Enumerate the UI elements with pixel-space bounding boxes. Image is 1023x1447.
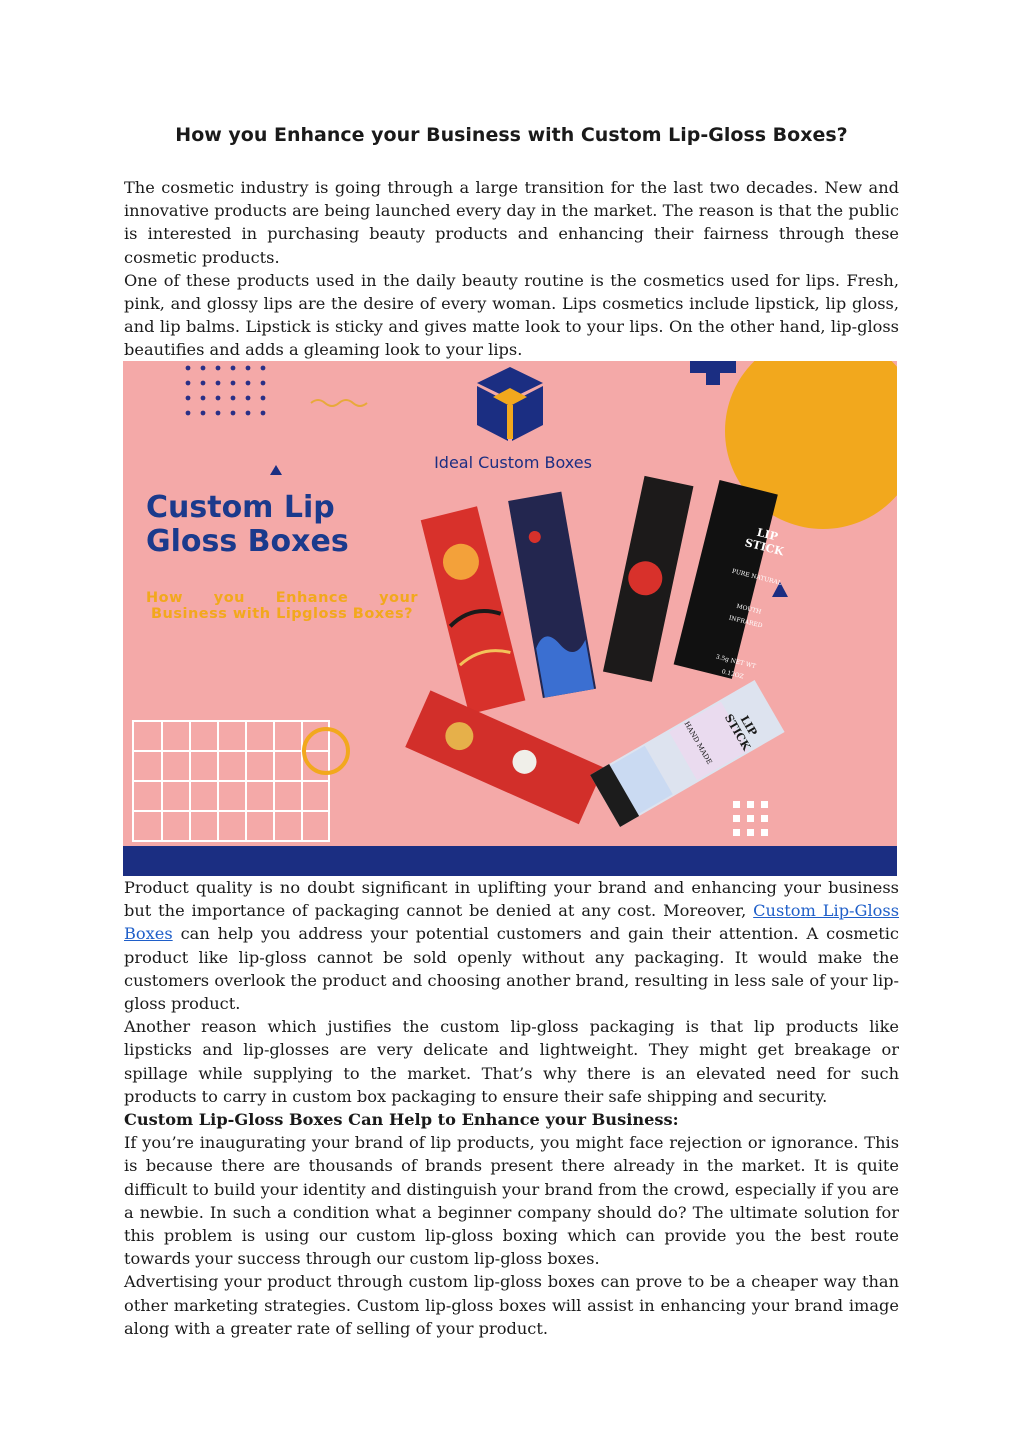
custom-lip-gloss-boxes-link[interactable]: Custom Lip-Gloss Boxes xyxy=(124,901,899,944)
banner-subheading: How you Enhance your Business with Lipgloss Boxes? xyxy=(146,590,418,622)
grid-decoration xyxy=(133,721,329,841)
paragraph-delicate: Another reason which justifies the custom lip-gloss packaging is that lip products like lipsticks and lip-glosses are very delicate and lightweight. They might get breakage or spillage while supplying to the market. That’s why there is an elevated need for such products to carry in custom box packaging to ensure their safe shipping and security. xyxy=(124,1017,899,1106)
box-black-text2: MOUTH INFRARED xyxy=(728,602,764,630)
section-subheading: Custom Lip-Gloss Boxes Can Help to Enhance your Business: xyxy=(124,1110,679,1130)
red-floral-lipstick-box xyxy=(405,690,604,824)
box-holo-title: LIP STICK xyxy=(721,711,760,753)
banner-image xyxy=(123,361,897,876)
banner-footer-bar xyxy=(123,846,897,876)
document-title: How you Enhance your Business with Custom Lip-Gloss Boxes? xyxy=(175,124,848,146)
logo-cube-icon xyxy=(477,367,543,441)
triangle-decoration xyxy=(270,465,282,475)
box-black-weight: 3.5g NET WT 0.12OZ xyxy=(714,653,757,681)
banner-heading xyxy=(146,491,426,559)
navy-wave-lipstick-box xyxy=(508,492,596,698)
intro-text xyxy=(124,176,899,362)
red-lipstick-box xyxy=(421,506,526,714)
paragraph-packaging-start: Product quality is no doubt significant in uplifting your brand and enhancing your business but the importance of packaging cannot be denied at any cost. Moreover, xyxy=(124,878,899,921)
box-black-title: LIP STICK xyxy=(743,525,786,559)
paragraph-packaging-end: can help you address your potential customers and gain their attention. A cosmetic product like lip-gloss cannot be sold openly without any packaging. It would make the customers overlook the product and choosing another brand, resulting in less sale of your lip-gloss product. xyxy=(124,924,899,1014)
box-holo-small-text: HAND MADE xyxy=(682,720,714,766)
box-black-text1: PURE NATURAL xyxy=(731,567,783,587)
square-dots-decoration xyxy=(733,801,768,836)
banner-heading-line1: Custom Lip xyxy=(146,490,335,525)
paragraph-intro: The cosmetic industry is going through a large transition for the last two decades. New and innovative products are being launched every day in the market. The reason is that the public is interested in purchasing beauty products and enhancing their fairness through these cosmetic products. xyxy=(124,178,899,267)
banner-heading-line2: Gloss Boxes xyxy=(146,524,349,559)
paragraph-new-brand: If you’re inaugurating your brand of lip products, you might face rejection or ignorance. This is because there are thousands of brands present there already in the market. It is quite difficult to build your identity and distinguish your brand from the crowd, especially if you are a newbie. In such a condition what a beginner company should do? The ultimate solution for this problem is using our custom lip-gloss boxing which can provide you the best route towards your success through our custom lip-gloss boxes. xyxy=(124,1133,899,1269)
brand-name: Ideal Custom Boxes xyxy=(434,453,592,472)
dot-grid-decoration xyxy=(186,366,266,416)
paragraph-advertising: Advertising your product through custom lip-gloss boxes can prove to be a cheaper way than other marketing strategies. Custom lip-gloss boxes will assist in enhancing your brand image along with a greater rate of selling of your product. xyxy=(124,1272,899,1338)
paragraph-lip-cosmetics: One of these products used in the daily beauty routine is the cosmetics used for lips. Fresh, pink, and glossy lips are the desire of every woman. Lips cosmetics include lipstick, lip gloss, and lip balms. Lipstick is sticky and gives matte look to your lips. On the other hand, lip-gloss beautifies and adds a gleaming look to your lips. xyxy=(124,270,899,360)
paragraph-packaging xyxy=(124,876,899,1015)
wave-decoration xyxy=(311,400,367,406)
main-text xyxy=(124,876,899,1340)
